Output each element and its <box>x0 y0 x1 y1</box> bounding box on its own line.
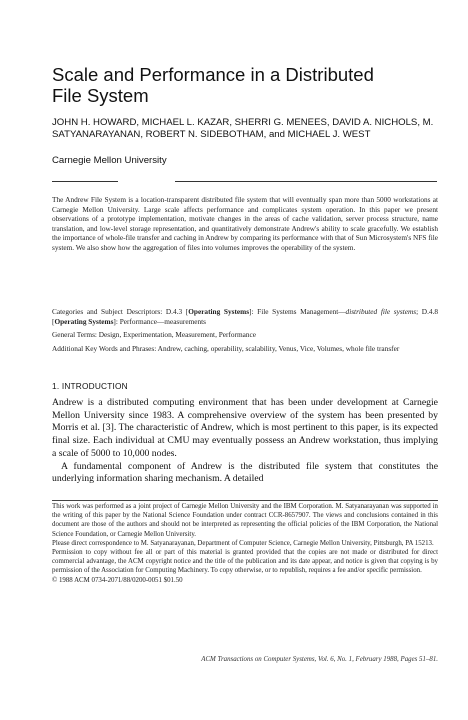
footnote-correspondence: Please direct correspondence to M. Satyanarayanan, Department of Computer Science, Carnegie Mellon University, Pittsburgh, PA 15213. <box>52 539 434 547</box>
footnote-funding: This work was performed as a joint project of Carnegie Mellon University and the IBM Corporation. M. Satyanarayanan was supported in the writing of this paper by the National Science Foundation under contract CCR-8657907. The views and conclusions contained in this document are those of the authors and should not be interpreted as representing the official policies of the IBM Corporation, the National Science Foundation, or Carnegie Mellon University. <box>52 503 438 538</box>
header-rule-right <box>175 181 437 182</box>
affiliation: Carnegie Mellon University <box>52 155 167 166</box>
footnotes <box>52 502 438 585</box>
cats-bold-2: Operating Systems <box>54 316 114 326</box>
cats-italic: distributed file systems <box>345 307 417 316</box>
additional-keywords: Additional Key Words and Phrases: Andrew, caching, operability, scalability, Venus, Vice, Volumes, whole file transfer <box>52 344 400 353</box>
cats-bold-1: Operating Systems <box>188 307 250 316</box>
cats-mid-1: ]: File Systems Management— <box>249 307 346 316</box>
intro-paragraph-2: A fundamental component of Andrew is the distributed file system that constitutes the underlying information sharing mechanism. A detailed <box>52 460 438 485</box>
footnote-copyright: © 1988 ACM 0734-2071/88/0200-0051 $01.50 <box>52 576 183 584</box>
general-terms: General Terms: Design, Experimentation, Measurement, Performance <box>52 330 257 339</box>
abstract: The Andrew File System is a location-transparent distributed file system that will eventually span more than 5000 workstations at Carnegie Mellon University. Large scale affects performance and complicates system operation. In this paper we present observations of a prototype implementation, motivate changes in the areas of cache validation, server process structure, name translation, and low-level storage representation, and quantitatively demonstrate Andrew's ability to scale gracefully. We establish the importance of whole-file transfer and caching in Andrew by comparing its performance with that of Sun Microsystem's NFS file system. We also show how the aggregation of files into volumes improves the operability of the system. <box>52 195 438 252</box>
header-rule-left <box>52 181 118 182</box>
footnote-rule <box>52 500 438 501</box>
title-line-1: Scale and Performance in a Distributed <box>52 64 374 85</box>
cats-lead: Categories and Subject Descriptors: D.4.3 [ <box>52 307 189 316</box>
cats-mid-2: ; D.4.8 [ <box>52 307 439 326</box>
footnote-permission: Permission to copy without fee all or part of this material is granted provided that the copies are not made or distributed for direct commercial advantage, the ACM copyright notice and the title of the publication and its date appear, and notice is given that copying is by permission of the Association for Computing Machinery. To copy otherwise, or to republish, requires a fee and/or specific permission. <box>52 549 438 575</box>
subject-descriptors <box>52 307 438 326</box>
paper-title <box>52 64 432 106</box>
author-list: JOHN H. HOWARD, MICHAEL L. KAZAR, SHERRI G. MENEES, DAVID A. NICHOLS, M. SATYANARAYANAN, ROBERT N. SIDEBOTHAM, and MICHAEL J. WEST <box>52 117 434 141</box>
section-heading: 1. INTRODUCTION <box>52 381 128 391</box>
cats-tail: ]: Performance—measurements <box>113 316 207 326</box>
title-line-2: File System <box>52 85 149 106</box>
running-footer: ACM Transactions on Computer Systems, Vol. 6, No. 1, February 1988, Pages 51–81. <box>201 656 438 663</box>
intro-paragraph-1: Andrew is a distributed computing environment that has been under development at Carnegie Mellon University since 1983. A comprehensive overview of the system has been presented by Morris et al. [3]. The characteristic of Andrew, which is most pertinent to this paper, is its expected final size. Each individual at CMU may eventually possess an Andrew workstation, thus implying a scale of 5000 to 10,000 nodes. <box>52 397 438 459</box>
introduction-text <box>52 397 438 486</box>
